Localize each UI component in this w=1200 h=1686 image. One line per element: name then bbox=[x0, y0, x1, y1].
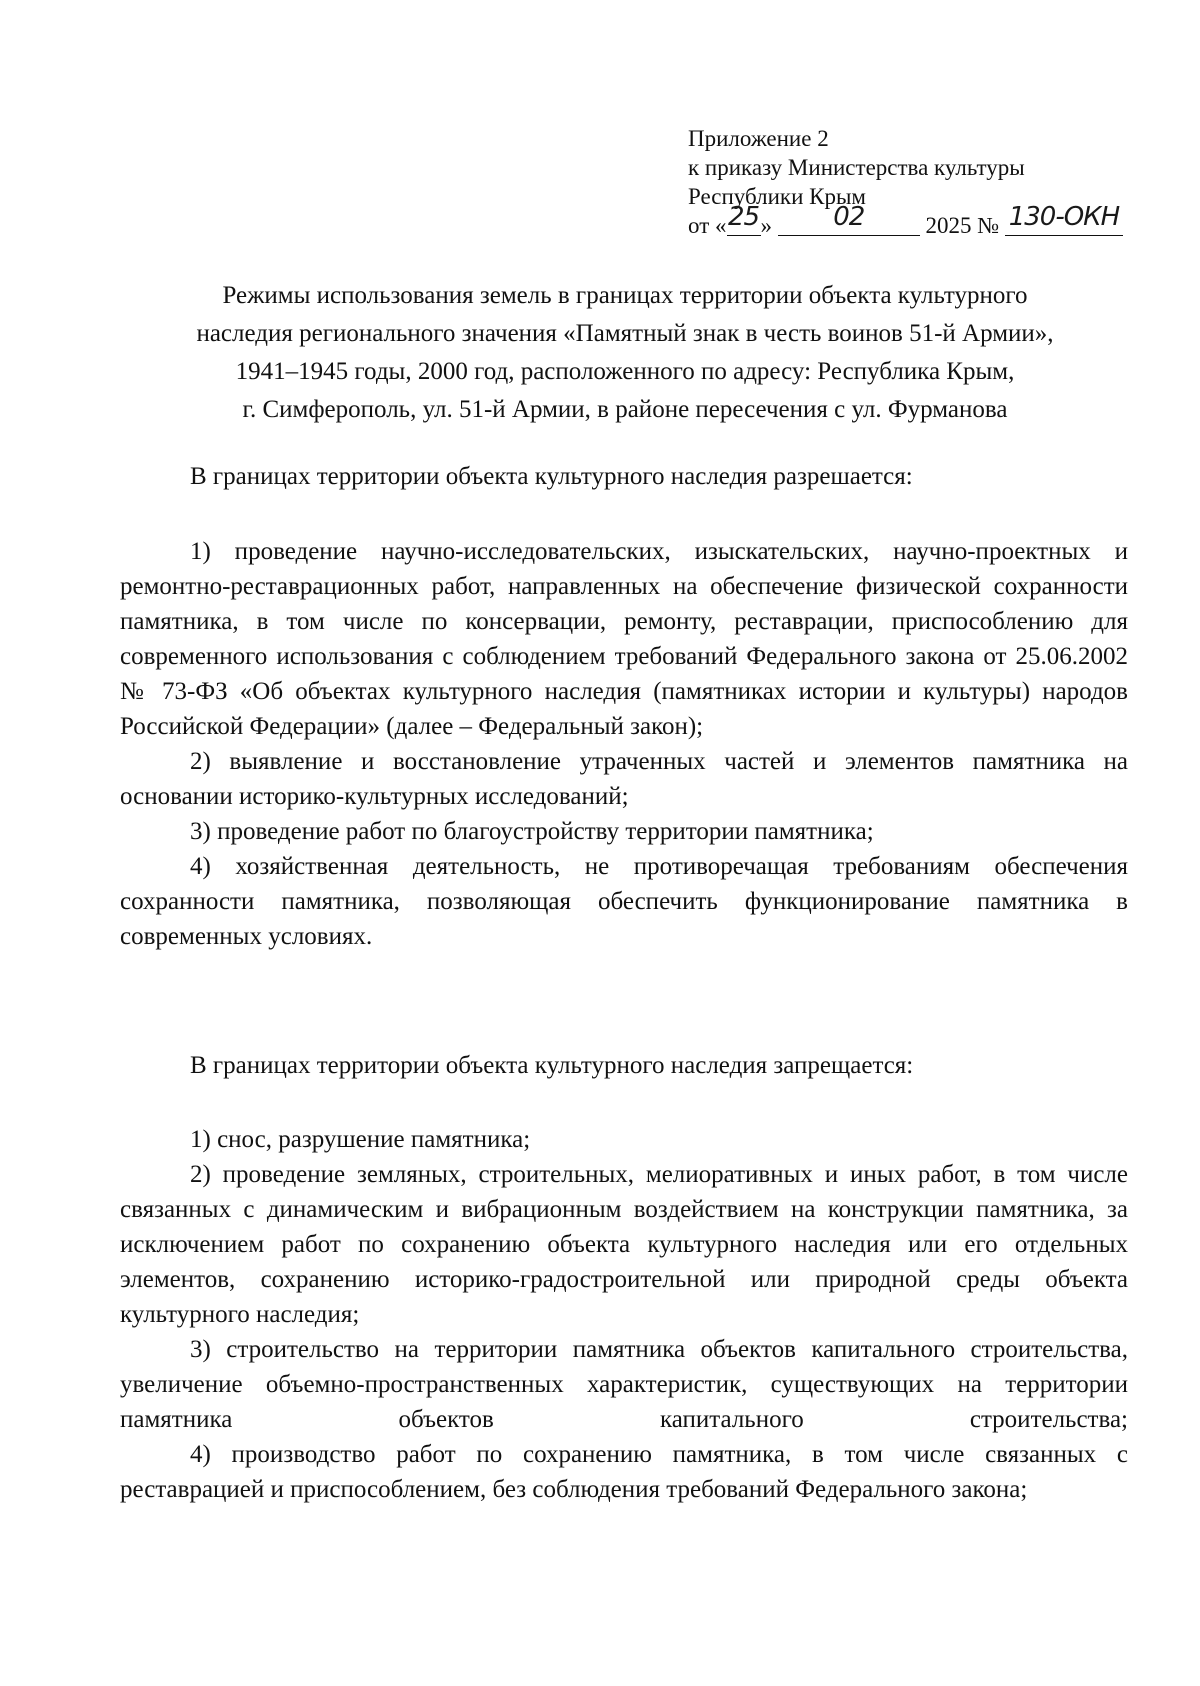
prohibited-heading: В границах территории объекта культурного наследия запрещается: bbox=[190, 1052, 914, 1079]
list-item: 3) строительство на территории памятника объектов капитального строительства, увеличение объемно-пространственных характеристик, существующих на территории памятника объектов капитального строительства; bbox=[120, 1336, 1128, 1433]
handwritten-month: 02 bbox=[833, 202, 865, 232]
prohibited-list bbox=[120, 1122, 1128, 1507]
allowed-list bbox=[120, 534, 1128, 954]
handwritten-number: 130-ОКН bbox=[1008, 202, 1120, 232]
year-number-label: 2025 № bbox=[925, 213, 1000, 238]
list-item: 4) хозяйственная деятельность, не противоречащая требованиям обеспечения сохранности памятника, позволяющая обеспечить функционирование памятника в современных условиях. bbox=[120, 853, 1128, 950]
appendix-date-line bbox=[688, 202, 1148, 240]
list-item: 2) проведение земляных, строительных, мелиоративных и иных работ, в том числе связанных с динамическим и вибрационным воздействием на конструкции памятника, за исключением работ по сохранению объекта культурного наследия или его отдельных элементов, сохранению историко-градостроительной или природной среды объекта культурного наследия; bbox=[120, 1161, 1128, 1328]
appendix-block bbox=[688, 124, 1148, 240]
appendix-ministry: Республики Крым bbox=[688, 184, 866, 209]
list-item: 4) производство работ по сохранению памятника, в том числе связанных с реставрацией и приспособлением, без соблюдения требований Федерального закона; bbox=[120, 1441, 1128, 1503]
document-title bbox=[130, 277, 1120, 429]
list-item: 1) снос, разрушение памятника; bbox=[190, 1126, 531, 1153]
list-item: 2) выявление и восстановление утраченных частей и элементов памятника на основании историко-культурных исследований; bbox=[120, 748, 1128, 810]
title-line: наследия регионального значения «Памятный знак в честь воинов 51-й Армии», bbox=[196, 320, 1054, 347]
appendix-title: Приложение 2 bbox=[688, 126, 829, 151]
day-field bbox=[727, 202, 761, 236]
month-field bbox=[778, 202, 920, 236]
list-item: 1) проведение научно-исследовательских, изыскательских, научно-проектных и ремонтно-реставрационных работ, направленных на обеспечение физической сохранности памятника, в том числе по консервации, ремонту, реставрации, приспособлению для современного использования с соблюдением требований Федерального закона от 25.06.2002 № 73-ФЗ «Об объектах культурного наследия (памятниках истории и культуры) народов Российской Федерации» (далее – Федеральный закон); bbox=[120, 538, 1128, 740]
date-mid: » bbox=[760, 213, 772, 238]
title-line: 1941–1945 годы, 2000 год, расположенного по адресу: Республика Крым, bbox=[235, 358, 1015, 385]
title-line: г. Симферополь, ул. 51-й Армии, в районе пересечения с ул. Фурманова bbox=[242, 396, 1008, 423]
allowed-heading: В границах территории объекта культурного наследия разрешается: bbox=[190, 463, 913, 490]
list-item: 3) проведение работ по благоустройству территории памятника; bbox=[190, 818, 874, 845]
number-field bbox=[1005, 202, 1123, 236]
title-line: Режимы использования земель в границах территории объекта культурного bbox=[222, 282, 1028, 309]
handwritten-day: 25 bbox=[727, 202, 760, 232]
date-prefix: от « bbox=[688, 213, 727, 238]
appendix-order-ref: к приказу Министерства культуры bbox=[688, 155, 1025, 180]
